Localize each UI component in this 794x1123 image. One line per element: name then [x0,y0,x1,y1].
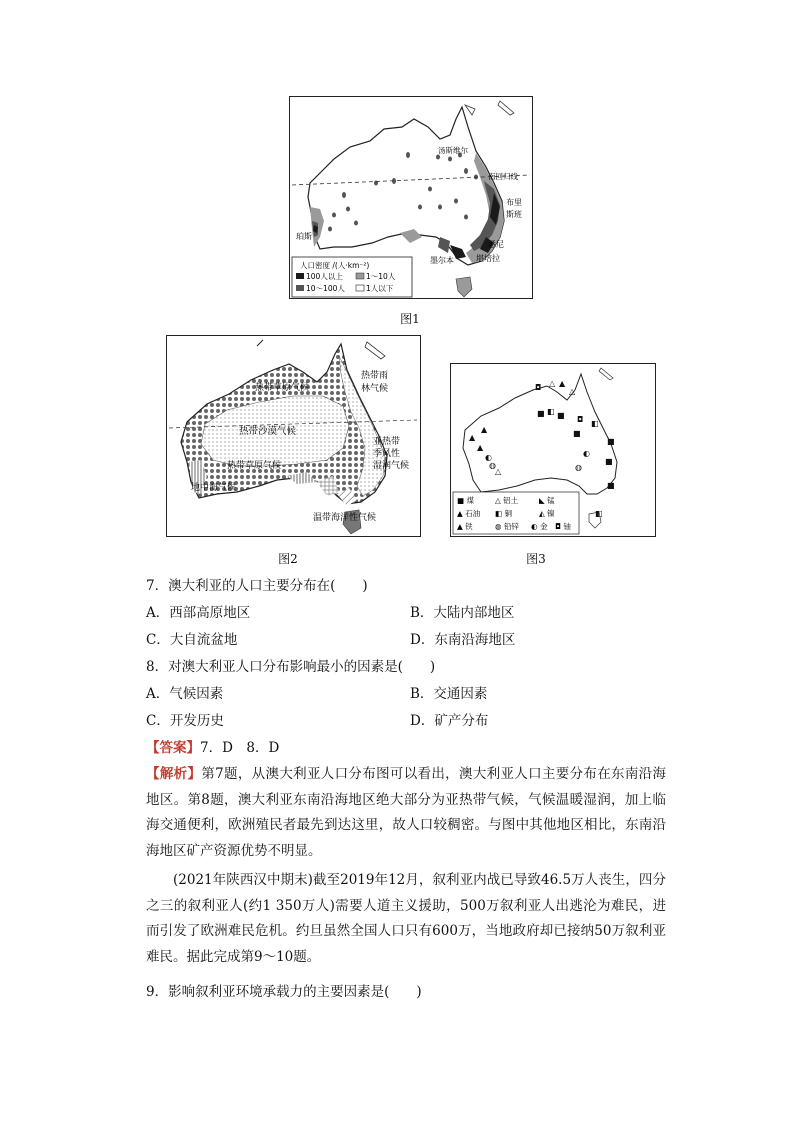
label-rainforest-2: 林气候 [361,384,389,394]
svg-text:◘: ◘ [577,415,584,424]
svg-text:△ 铝土 [495,495,519,505]
figure-1-caption: 图1 [400,312,420,326]
legend-uranium: 铀 [563,522,571,531]
label-subtropical-2: 季风性 [373,449,401,459]
legend-title: 人口密度 /(人·km⁻²) [300,261,370,270]
mineral-coal-icon: ■ [457,496,465,505]
svg-text:■: ■ [573,429,581,438]
question-8-option-c: C．开发历史 [146,713,224,729]
legend-coal: 煤 [466,496,474,505]
label-brisbane-2: 斯班 [506,210,522,219]
svg-text:◐: ◐ [583,449,590,458]
label-desert: 热带沙漠气候 [239,426,297,437]
mineral-iron-icon: ▲ [457,522,463,531]
svg-text:▲: ▲ [469,433,476,442]
svg-text:▲: ▲ [481,425,488,434]
svg-text:◍: ◍ [575,463,582,472]
svg-text:■ 煤 [457,495,474,505]
label-savanna-north: 热带草原气候 [255,383,310,393]
svg-text:◧: ◧ [547,407,555,416]
label-sydney: 悉尼 [488,240,504,249]
mineral-manganese-icon: ◣ [539,496,545,505]
legend-iron: 铁 [465,522,473,531]
figure-3-caption: 图3 [526,552,546,566]
label-mediterranean: 地中海气候 [191,483,237,493]
legend-gold: 金 [539,522,548,531]
label-subtropical-1: 亚热带 [373,437,401,447]
legend-item-under1: 1人以下 [366,284,394,293]
svg-text:■: ■ [607,437,615,446]
analysis-text: 第7题，从澳大利亚人口分布图可以看出，澳大利亚人口主要分布在东南沿海地区。第8题，澳大利亚东南沿海地区绝大部分为亚热带气候，气候温暖湿润，加上临海交通便利，欧洲殖民者最先到达这里，故人口较稠密。与图中其他地区相比，东南沿海地区矿产资源优势不明显。 [146,766,667,859]
answer-tag: 【答案】 [146,740,200,756]
label-brisbane-1: 布里 [506,198,522,207]
question-8-option-d: D．矿产分布 [410,713,489,729]
legend-oil: 石油 [465,509,481,518]
svg-text:▲ 铁 [457,521,473,531]
question-7-option-c: C．大自流盆地 [146,632,238,648]
mineral-oil-icon: ▲ [457,509,463,518]
legend-manganese: 锰 [547,496,555,505]
legend-item-over100: 100人以上 [306,272,343,281]
figure-1-population-map [289,96,533,299]
svg-text:▲ 石油 [457,508,481,518]
label-townsville: 汤斯维尔 [438,146,468,155]
figure-2-climate-map [166,335,421,537]
mineral-bauxite-icon: △ [495,496,501,505]
svg-text:△: △ [549,379,556,388]
answer-text: 7．D 8．D [200,740,280,756]
legend-nickel: 镍 [547,509,555,518]
legend-leadzinc: 铅锌 [503,522,519,531]
svg-text:◐: ◐ [485,453,492,462]
mineral-leadzinc-icon: ◍ [495,522,502,531]
legend-item-10to100: 10～100人 [306,284,345,293]
question-7-option-b: B．大陆内部地区 [410,605,515,621]
svg-text:◧: ◧ [595,509,603,518]
svg-text:◧ 铜 [495,508,512,518]
label-tropic: 南回归线 [488,172,518,181]
mineral-gold-icon: ◐ [531,522,538,531]
svg-text:■: ■ [605,457,613,466]
legend-copper: 铜 [504,509,512,518]
svg-text:■: ■ [537,409,545,418]
svg-text:◐ 金 [531,521,548,531]
svg-text:△: △ [495,467,502,476]
label-oceanic: 温带海洋性气候 [313,513,377,523]
answer-line [146,738,279,758]
mineral-uranium-icon: ◘ [555,522,561,531]
mineral-copper-icon: ◧ [495,509,503,518]
legend-item-1to10: 1～10人 [366,272,396,281]
analysis-paragraph [146,762,666,864]
label-savanna-south: 热带草原气候 [227,461,282,471]
svg-text:■: ■ [557,411,565,420]
passage-paragraph: (2021年陕西汉中期末)截至2019年12月，叙利亚内战已导致46.5万人丧生，四分之三的叙利亚人(约1 350万人)需要人道主义援助，500万叙利亚人出逃沦为难民，进而引发了欧洲难民危机。约旦虽然全国人口只有600万，当地政府却已接纳50万叙利亚难民。据此完成第9～10题。 [146,872,666,965]
svg-text:▲: ▲ [477,443,484,452]
svg-text:◘: ◘ [535,383,542,392]
svg-text:◘ 铀 [555,521,571,531]
question-9-stem: 9．影响叙利亚环境承载力的主要因素是( ) [146,984,422,1000]
svg-text:■: ■ [607,481,615,490]
analysis-tag: 【解析】 [146,766,202,782]
svg-text:◍ 铅锌 [495,521,519,531]
label-subtropical-3: 湿润气候 [373,461,410,471]
svg-text:▲: ▲ [559,379,566,388]
svg-text:△: △ [569,387,576,396]
figure-3-minerals-map [450,363,656,537]
label-rainforest-1: 热带雨 [361,371,389,381]
svg-text:◣ 锰 [539,495,555,505]
question-7-option-d: D．东南沿海地区 [410,632,516,648]
label-perth: 珀斯 [296,232,312,241]
figure-2-caption: 图2 [278,552,298,566]
question-7-stem: 7．澳大利亚的人口主要分布在( ) [146,578,368,594]
svg-text:◍: ◍ [489,461,496,470]
svg-text:◭ 镍 [539,508,555,518]
question-8-option-b: B．交通因素 [410,686,488,702]
mineral-nickel-icon: ◭ [539,509,545,518]
svg-text:◧: ◧ [591,419,599,428]
question-8-option-a: A．气候因素 [146,686,224,702]
label-melbourne: 墨尔本 [430,256,454,265]
label-canberra: 堪培拉 [476,254,500,263]
legend-bauxite: 铝土 [503,496,519,505]
question-7-option-a: A．西部高原地区 [146,605,251,621]
question-8-stem: 8．对澳大利亚人口分布影响最小的因素是( ) [146,659,436,675]
